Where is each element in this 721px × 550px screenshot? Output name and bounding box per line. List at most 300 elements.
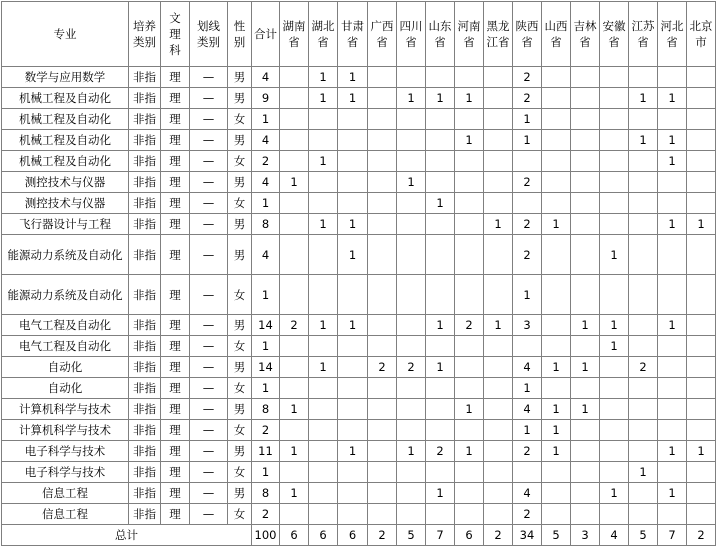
province-cell xyxy=(368,483,397,504)
province-cell xyxy=(600,109,629,130)
province-cell: 1 xyxy=(658,441,687,462)
province-cell xyxy=(658,193,687,214)
province-cell xyxy=(542,483,571,504)
province-cell xyxy=(658,235,687,275)
province-cell xyxy=(629,315,658,336)
province-cell xyxy=(542,130,571,151)
table-row xyxy=(2,504,716,525)
province-cell: 1 xyxy=(338,315,368,336)
province-cell xyxy=(571,67,600,88)
province-cell: 1 xyxy=(455,88,484,109)
province-cell xyxy=(368,275,397,315)
province-cell xyxy=(600,378,629,399)
province-cell xyxy=(309,336,338,357)
province-total: 2 xyxy=(687,525,716,546)
arts-sci-cell: 理 xyxy=(161,235,190,275)
province-cell xyxy=(368,420,397,441)
province-cell xyxy=(658,109,687,130)
province-cell xyxy=(280,151,309,172)
province-cell xyxy=(368,315,397,336)
province-cell: 1 xyxy=(309,88,338,109)
province-cell xyxy=(397,151,426,172)
header-major: 专业 xyxy=(2,2,129,67)
province-cell: 1 xyxy=(309,67,338,88)
arts-sci-cell: 理 xyxy=(161,109,190,130)
province-cell: 1 xyxy=(542,441,571,462)
total-label: 总计 xyxy=(2,525,252,546)
province-cell xyxy=(484,109,513,130)
province-cell xyxy=(484,67,513,88)
province-cell xyxy=(687,172,716,193)
province-cell: 1 xyxy=(542,357,571,378)
line-type-cell: — xyxy=(190,193,228,214)
province-cell xyxy=(600,420,629,441)
province-cell xyxy=(309,399,338,420)
province-cell: 1 xyxy=(309,151,338,172)
total-cell: 14 xyxy=(252,357,280,378)
province-cell: 4 xyxy=(513,483,542,504)
province-cell xyxy=(280,336,309,357)
line-type-cell: — xyxy=(190,441,228,462)
province-cell: 1 xyxy=(426,357,455,378)
province-cell xyxy=(658,172,687,193)
province-cell xyxy=(309,275,338,315)
province-cell xyxy=(484,151,513,172)
province-cell: 1 xyxy=(309,214,338,235)
province-cell xyxy=(368,441,397,462)
table-row xyxy=(2,193,716,214)
province-cell xyxy=(600,151,629,172)
province-total: 2 xyxy=(484,525,513,546)
total-cell: 4 xyxy=(252,172,280,193)
province-cell xyxy=(368,109,397,130)
header-arts-sci: 文 理 科 xyxy=(161,2,190,67)
province-cell xyxy=(542,193,571,214)
major-cell: 数学与应用数学 xyxy=(2,67,129,88)
arts-sci-cell: 理 xyxy=(161,483,190,504)
table-row xyxy=(2,483,716,504)
province-cell xyxy=(600,399,629,420)
province-cell: 2 xyxy=(397,357,426,378)
province-cell xyxy=(687,399,716,420)
province-cell xyxy=(426,504,455,525)
province-cell xyxy=(571,441,600,462)
province-cell xyxy=(600,275,629,315)
province-cell xyxy=(338,109,368,130)
province-cell xyxy=(513,462,542,483)
province-cell xyxy=(542,235,571,275)
province-cell xyxy=(280,357,309,378)
province-cell xyxy=(397,399,426,420)
province-cell xyxy=(426,151,455,172)
arts-sci-cell: 理 xyxy=(161,275,190,315)
province-cell xyxy=(542,109,571,130)
province-cell: 1 xyxy=(513,109,542,130)
province-cell xyxy=(687,88,716,109)
train-type-cell: 非指 xyxy=(129,214,161,235)
province-cell: 4 xyxy=(513,399,542,420)
province-cell xyxy=(600,214,629,235)
province-total: 4 xyxy=(600,525,629,546)
line-type-cell: — xyxy=(190,275,228,315)
province-cell xyxy=(338,151,368,172)
province-cell xyxy=(687,235,716,275)
province-cell xyxy=(280,130,309,151)
province-cell xyxy=(397,275,426,315)
province-cell xyxy=(600,193,629,214)
train-type-cell: 非指 xyxy=(129,420,161,441)
province-cell xyxy=(658,67,687,88)
major-cell: 信息工程 xyxy=(2,483,129,504)
province-cell: 1 xyxy=(397,441,426,462)
province-cell xyxy=(542,67,571,88)
province-cell: 1 xyxy=(687,441,716,462)
table-row xyxy=(2,109,716,130)
province-cell: 1 xyxy=(338,235,368,275)
province-cell xyxy=(629,336,658,357)
header-province: 黑龙 江省 xyxy=(484,2,513,67)
table-row xyxy=(2,172,716,193)
province-cell xyxy=(513,193,542,214)
province-cell xyxy=(687,483,716,504)
province-cell xyxy=(542,315,571,336)
header-province: 安徽 省 xyxy=(600,2,629,67)
train-type-cell: 非指 xyxy=(129,504,161,525)
province-cell xyxy=(687,109,716,130)
province-cell xyxy=(368,462,397,483)
province-cell xyxy=(397,336,426,357)
arts-sci-cell: 理 xyxy=(161,357,190,378)
train-type-cell: 非指 xyxy=(129,235,161,275)
province-cell xyxy=(600,462,629,483)
province-cell xyxy=(309,420,338,441)
train-type-cell: 非指 xyxy=(129,172,161,193)
province-cell: 1 xyxy=(542,214,571,235)
total-cell: 1 xyxy=(252,378,280,399)
province-cell: 1 xyxy=(280,483,309,504)
line-type-cell: — xyxy=(190,88,228,109)
province-cell xyxy=(687,315,716,336)
province-cell xyxy=(629,151,658,172)
table-row xyxy=(2,336,716,357)
enrollment-table xyxy=(1,1,716,546)
gender-cell: 男 xyxy=(228,399,252,420)
province-cell xyxy=(629,504,658,525)
province-cell xyxy=(571,504,600,525)
province-cell: 2 xyxy=(513,67,542,88)
province-cell xyxy=(600,88,629,109)
major-cell: 测控技术与仪器 xyxy=(2,193,129,214)
province-cell xyxy=(338,336,368,357)
province-cell xyxy=(426,275,455,315)
province-cell xyxy=(687,151,716,172)
major-cell: 电子科学与技术 xyxy=(2,441,129,462)
arts-sci-cell: 理 xyxy=(161,399,190,420)
province-cell xyxy=(571,420,600,441)
province-cell xyxy=(309,172,338,193)
province-cell xyxy=(280,420,309,441)
province-cell xyxy=(484,399,513,420)
province-cell xyxy=(338,399,368,420)
province-cell xyxy=(309,504,338,525)
major-cell: 能源动力系统及自动化 xyxy=(2,275,129,315)
gender-cell: 女 xyxy=(228,504,252,525)
province-total: 5 xyxy=(542,525,571,546)
province-cell: 1 xyxy=(484,315,513,336)
table-row xyxy=(2,357,716,378)
province-cell xyxy=(426,235,455,275)
province-cell xyxy=(571,483,600,504)
header-province: 山东 省 xyxy=(426,2,455,67)
arts-sci-cell: 理 xyxy=(161,130,190,151)
province-cell xyxy=(280,193,309,214)
total-cell: 2 xyxy=(252,420,280,441)
line-type-cell: — xyxy=(190,483,228,504)
province-cell xyxy=(484,378,513,399)
province-cell xyxy=(455,214,484,235)
province-cell xyxy=(600,172,629,193)
province-cell: 2 xyxy=(513,441,542,462)
province-cell: 2 xyxy=(280,315,309,336)
province-cell: 1 xyxy=(658,151,687,172)
province-cell xyxy=(571,151,600,172)
province-cell xyxy=(484,420,513,441)
province-cell xyxy=(368,504,397,525)
province-cell xyxy=(513,336,542,357)
province-cell xyxy=(484,172,513,193)
province-cell: 1 xyxy=(571,399,600,420)
province-cell xyxy=(687,336,716,357)
train-type-cell: 非指 xyxy=(129,462,161,483)
line-type-cell: — xyxy=(190,420,228,441)
arts-sci-cell: 理 xyxy=(161,441,190,462)
train-type-cell: 非指 xyxy=(129,67,161,88)
province-cell xyxy=(309,193,338,214)
province-cell xyxy=(658,275,687,315)
province-cell: 1 xyxy=(658,130,687,151)
total-cell: 4 xyxy=(252,235,280,275)
gender-cell: 女 xyxy=(228,193,252,214)
province-cell: 1 xyxy=(280,399,309,420)
total-cell: 9 xyxy=(252,88,280,109)
province-cell: 2 xyxy=(426,441,455,462)
province-cell xyxy=(542,336,571,357)
province-cell xyxy=(629,109,658,130)
province-cell xyxy=(397,130,426,151)
gender-cell: 男 xyxy=(228,441,252,462)
province-total: 34 xyxy=(513,525,542,546)
province-cell xyxy=(309,378,338,399)
province-cell xyxy=(571,109,600,130)
province-cell xyxy=(397,483,426,504)
province-cell xyxy=(687,130,716,151)
province-cell xyxy=(338,193,368,214)
province-cell xyxy=(629,67,658,88)
header-line-type: 划线 类别 xyxy=(190,2,228,67)
major-cell: 飞行器设计与工程 xyxy=(2,214,129,235)
arts-sci-cell: 理 xyxy=(161,67,190,88)
province-cell xyxy=(426,172,455,193)
line-type-cell: — xyxy=(190,336,228,357)
province-cell xyxy=(687,504,716,525)
province-cell xyxy=(309,441,338,462)
total-cell: 14 xyxy=(252,315,280,336)
province-cell: 2 xyxy=(513,88,542,109)
province-cell xyxy=(484,130,513,151)
province-cell xyxy=(600,67,629,88)
province-cell: 1 xyxy=(484,214,513,235)
major-cell: 机械工程及自动化 xyxy=(2,88,129,109)
province-cell xyxy=(368,172,397,193)
province-cell xyxy=(280,378,309,399)
major-cell: 机械工程及自动化 xyxy=(2,130,129,151)
major-cell: 电子科学与技术 xyxy=(2,462,129,483)
header-province: 北京 市 xyxy=(687,2,716,67)
province-cell xyxy=(629,275,658,315)
province-total: 7 xyxy=(426,525,455,546)
line-type-cell: — xyxy=(190,504,228,525)
province-cell xyxy=(658,336,687,357)
province-cell: 1 xyxy=(338,441,368,462)
arts-sci-cell: 理 xyxy=(161,462,190,483)
line-type-cell: — xyxy=(190,151,228,172)
province-cell: 1 xyxy=(658,483,687,504)
province-cell xyxy=(658,378,687,399)
province-cell xyxy=(542,275,571,315)
province-cell: 2 xyxy=(455,315,484,336)
province-cell xyxy=(687,462,716,483)
province-cell xyxy=(571,193,600,214)
total-cell: 2 xyxy=(252,151,280,172)
province-cell xyxy=(658,504,687,525)
major-cell: 电气工程及自动化 xyxy=(2,315,129,336)
province-cell xyxy=(571,462,600,483)
line-type-cell: — xyxy=(190,130,228,151)
province-cell: 1 xyxy=(397,172,426,193)
province-cell xyxy=(397,67,426,88)
province-cell xyxy=(397,109,426,130)
province-cell xyxy=(309,130,338,151)
province-cell: 1 xyxy=(600,483,629,504)
province-cell xyxy=(658,357,687,378)
province-cell: 1 xyxy=(600,336,629,357)
train-type-cell: 非指 xyxy=(129,109,161,130)
total-cell: 1 xyxy=(252,193,280,214)
province-cell xyxy=(629,483,658,504)
province-cell: 2 xyxy=(513,235,542,275)
line-type-cell: — xyxy=(190,315,228,336)
province-cell xyxy=(338,504,368,525)
province-cell xyxy=(309,109,338,130)
major-cell: 计算机科学与技术 xyxy=(2,420,129,441)
gender-cell: 女 xyxy=(228,378,252,399)
province-cell xyxy=(397,420,426,441)
province-cell xyxy=(426,130,455,151)
province-cell xyxy=(455,275,484,315)
province-cell xyxy=(600,130,629,151)
header-province: 广西 省 xyxy=(368,2,397,67)
province-cell xyxy=(368,88,397,109)
province-cell: 1 xyxy=(600,235,629,275)
table-row xyxy=(2,67,716,88)
province-cell xyxy=(368,130,397,151)
province-cell xyxy=(484,357,513,378)
header-total: 合计 xyxy=(252,2,280,67)
province-cell xyxy=(368,214,397,235)
province-total: 6 xyxy=(309,525,338,546)
train-type-cell: 非指 xyxy=(129,378,161,399)
province-cell: 1 xyxy=(397,88,426,109)
header-province: 四川 省 xyxy=(397,2,426,67)
province-cell: 1 xyxy=(513,378,542,399)
province-cell xyxy=(484,462,513,483)
province-cell: 1 xyxy=(513,420,542,441)
province-cell xyxy=(542,88,571,109)
province-cell xyxy=(542,172,571,193)
province-total: 6 xyxy=(338,525,368,546)
train-type-cell: 非指 xyxy=(129,483,161,504)
province-cell xyxy=(687,275,716,315)
province-cell xyxy=(309,462,338,483)
header-train-type: 培养 类别 xyxy=(129,2,161,67)
major-cell: 自动化 xyxy=(2,357,129,378)
province-cell xyxy=(368,378,397,399)
line-type-cell: — xyxy=(190,399,228,420)
province-cell xyxy=(426,420,455,441)
province-cell xyxy=(687,193,716,214)
gender-cell: 男 xyxy=(228,235,252,275)
province-total: 5 xyxy=(397,525,426,546)
province-cell: 1 xyxy=(687,214,716,235)
province-cell xyxy=(484,275,513,315)
gender-cell: 男 xyxy=(228,357,252,378)
major-cell: 机械工程及自动化 xyxy=(2,151,129,172)
arts-sci-cell: 理 xyxy=(161,336,190,357)
table-row xyxy=(2,88,716,109)
total-cell: 1 xyxy=(252,336,280,357)
province-cell xyxy=(338,172,368,193)
province-cell: 1 xyxy=(629,130,658,151)
province-cell: 1 xyxy=(629,462,658,483)
province-cell: 1 xyxy=(309,357,338,378)
table-body xyxy=(2,67,716,525)
province-cell xyxy=(397,378,426,399)
province-cell xyxy=(280,275,309,315)
gender-cell: 男 xyxy=(228,67,252,88)
gender-cell: 女 xyxy=(228,420,252,441)
province-cell xyxy=(309,483,338,504)
province-cell: 2 xyxy=(629,357,658,378)
province-cell: 1 xyxy=(542,399,571,420)
table-row xyxy=(2,151,716,172)
line-type-cell: — xyxy=(190,235,228,275)
total-cell: 4 xyxy=(252,67,280,88)
province-cell: 1 xyxy=(455,399,484,420)
line-type-cell: — xyxy=(190,357,228,378)
province-cell: 1 xyxy=(513,275,542,315)
province-cell xyxy=(426,336,455,357)
province-cell xyxy=(484,441,513,462)
province-cell: 1 xyxy=(658,88,687,109)
province-cell xyxy=(397,193,426,214)
train-type-cell: 非指 xyxy=(129,88,161,109)
arts-sci-cell: 理 xyxy=(161,88,190,109)
province-cell xyxy=(600,441,629,462)
province-cell xyxy=(455,67,484,88)
province-cell xyxy=(368,235,397,275)
arts-sci-cell: 理 xyxy=(161,504,190,525)
province-cell: 1 xyxy=(571,357,600,378)
